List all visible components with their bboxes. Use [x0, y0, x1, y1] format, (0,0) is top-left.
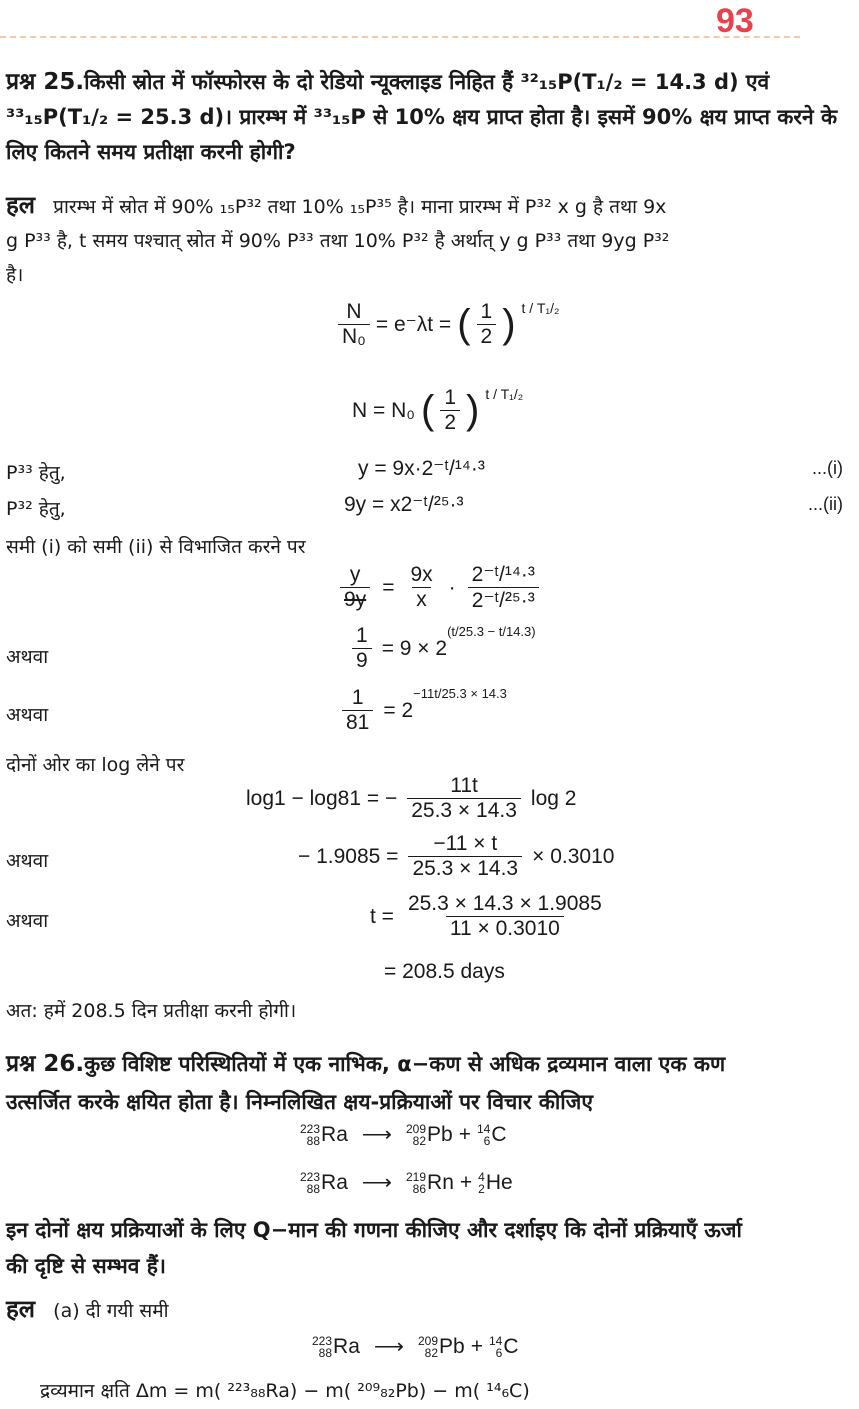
page-number: 93	[716, 2, 754, 40]
eq-g-lhs: t =	[370, 904, 394, 928]
conclusion: अत: हमें 208.5 दिन प्रतीक्षा करनी होगी।	[6, 1000, 297, 1022]
eq-h: = 208.5 days	[384, 960, 505, 983]
q25-line3: लिए कितने समय प्रतीक्षा करनी होगी?	[6, 140, 296, 164]
r1b-pb-z: 82	[424, 1345, 439, 1360]
r1b-plus: +	[470, 1334, 483, 1358]
p33-label: P³³ हेतु,	[6, 462, 66, 484]
eq-b-half	[440, 386, 460, 435]
log-text: दोनों ओर का log लेने पर	[6, 754, 185, 776]
eq-c-num: 1	[356, 624, 368, 647]
sol26-intro-line	[6, 1294, 169, 1326]
eq-div-y: y	[349, 563, 361, 586]
r1-pb-sym: Pb	[427, 1122, 453, 1146]
eq-f-num: −11 × t	[433, 832, 498, 855]
r1-ra-a: 223	[300, 1121, 321, 1136]
r1-pb	[406, 1123, 453, 1147]
q26-text1: कुछ विशिष्ट परिस्थितियों में एक नाभिक, α−कण से अधिक द्रव्यमान वाला एक कण	[84, 1052, 726, 1076]
divide-text: समी (i) को समी (ii) से विभाजित करने पर	[6, 536, 306, 558]
eq-i: y = 9x·2⁻ᵗ/¹⁴·³	[358, 457, 485, 480]
sol25-line2: g P³³ है, t समय पश्चात् स्रोत में 90% P³³ तथा 10% P³² है अर्थात् y g P³³ तथा 9yg P³²	[6, 230, 670, 252]
r1b-pb-sym: Pb	[439, 1334, 465, 1358]
reaction-1-repeat	[312, 1334, 519, 1359]
eq-f	[298, 832, 614, 881]
sol25-text1: प्रारम्भ में स्रोत में 90% ₁₅P³² तथा 10% ₁₅P³⁵ है। माना प्रारम्भ में P³² x g है तथा 9x	[53, 196, 667, 218]
r2-he-a: 4	[478, 1169, 485, 1184]
eq-g-den: 11 × 0.3010	[446, 916, 564, 941]
eq-b-lhs: N = N₀	[352, 398, 415, 422]
r2-he-sym: He	[485, 1170, 513, 1194]
eq-d-den: 81	[342, 710, 373, 735]
eq-div-top: 2⁻ᵗ/¹⁴·³	[471, 563, 535, 586]
eq-e-tail: log 2	[530, 786, 577, 810]
eq-a-half	[477, 300, 497, 349]
eq-f-den: 25.3 × 14.3	[408, 856, 522, 881]
r1b-c-z: 6	[495, 1345, 503, 1360]
eq-d	[342, 686, 507, 735]
r2-rn-z: 86	[412, 1181, 427, 1196]
eq-d-num: 1	[351, 686, 364, 709]
eq-div-eq: =	[382, 575, 395, 599]
r2-rn-a: 219	[406, 1169, 427, 1184]
eq-c-den: 9	[352, 648, 372, 673]
q26-label: प्रश्न 26.	[6, 1051, 85, 1077]
r2-rn	[406, 1171, 454, 1195]
sol26-intro: (a) दी गयी समी	[53, 1300, 169, 1322]
eq-a-exp: t / T₁/₂	[521, 300, 560, 316]
r1b-c-a: 14	[488, 1333, 503, 1348]
r1-ra-sym: Ra	[321, 1122, 348, 1146]
eq-g-frac	[404, 892, 606, 941]
r2-he-z: 2	[478, 1181, 485, 1196]
r1-pb-z: 82	[412, 1133, 427, 1148]
eq-decay-ratio	[338, 300, 370, 349]
eq-div-9x: 9x	[410, 563, 433, 586]
r1-c	[477, 1123, 507, 1147]
eq-div-right	[468, 562, 539, 613]
eq-a-mid: = e⁻λt =	[375, 313, 452, 336]
p32-label: P³² हेतु,	[6, 498, 66, 520]
eq-e-frac	[407, 774, 521, 823]
r1b-arrow: ⟶	[373, 1335, 404, 1358]
r1-c-z: 6	[483, 1133, 491, 1148]
eq-g-num: 25.3 × 14.3 × 1.9085	[407, 892, 602, 915]
q25-line2: ³³₁₅P(T₁/₂ = 25.3 d)। प्रारम्भ में ³³₁₅P से 10% क्षय प्राप्त होता है। इसमें 90% क्षय प्राप्त करने के	[6, 105, 838, 129]
eq-ii-tag: ...(ii)	[808, 494, 843, 514]
eq-d-exp: −11t/25.3 × 14.3	[413, 686, 507, 701]
eq-b-half-num: 1	[444, 386, 456, 409]
eq-f-tail: × 0.3010	[532, 844, 615, 868]
r1-c-a: 14	[476, 1121, 491, 1136]
eq-a-den: N₀	[338, 324, 370, 349]
eq-b-exp: t / T₁/₂	[485, 386, 524, 402]
r1b-pb-a: 209	[418, 1333, 439, 1348]
eq-a-half-den: 2	[477, 324, 497, 349]
eq-decay-n: N = N₀ ( $\frac{1}{2}$ ) $^{t / T_1/_2}$	[352, 386, 524, 434]
r1-c-sym: C	[491, 1122, 507, 1146]
sol25-line1	[6, 190, 666, 222]
q26-line2: उत्सर्जित करके क्षयित होता है। निम्नलिखित क्षय-प्रक्रियाओं पर विचार कीजिए	[6, 1090, 593, 1114]
eq-a-half-num: 1	[480, 300, 493, 323]
eq-e	[246, 774, 576, 823]
eq-division: $\frac{y}{9y}$ = $\frac{9x}{x}$ · $\frac{\text{2⁻ᵗ/¹⁴·³}}{\text{2⁻ᵗ/²⁵·³}}$	[340, 562, 539, 613]
header-divider	[0, 36, 800, 38]
r1-pb-a: 209	[406, 1121, 427, 1136]
r1b-ra-a: 223	[312, 1333, 333, 1348]
r1b-c	[489, 1335, 519, 1359]
r2-he	[478, 1171, 513, 1195]
eq-div-x: x	[412, 587, 431, 612]
athva-2: अथवा	[6, 704, 49, 726]
q26-line4: की दृष्टि से सम्भव हैं।	[6, 1254, 166, 1278]
sol25-line3: है।	[6, 264, 24, 286]
q26-line1	[6, 1048, 725, 1080]
r2-plus: +	[459, 1170, 473, 1194]
r1b-c-sym: C	[503, 1334, 519, 1358]
r1b-ra-z: 88	[318, 1345, 333, 1360]
eq-d-rhs: = 2	[383, 698, 414, 722]
eq-div-bot: 2⁻ᵗ/²⁵·³	[468, 587, 539, 613]
r1b-ra	[312, 1335, 360, 1359]
eq-div-9y: 9y	[340, 587, 370, 612]
eq-c-rhs: = 9 × 2	[381, 636, 448, 660]
eq-i-tag: ...(i)	[812, 458, 843, 478]
sol25-hal: हल	[6, 191, 36, 219]
r1b-ra-sym: Ra	[333, 1334, 360, 1358]
r2-arrow: ⟶	[361, 1171, 392, 1194]
athva-4: अथवा	[6, 910, 49, 932]
eq-d-frac	[342, 686, 373, 735]
eq-e-num: 11t	[450, 774, 478, 797]
r1-ra	[300, 1123, 348, 1147]
reaction-2	[300, 1170, 513, 1195]
r2-rn-sym: Rn	[427, 1170, 454, 1194]
eq-c-exp: (t/25.3 − t/14.3)	[447, 624, 536, 639]
eq-f-frac	[408, 832, 522, 881]
r2-ra	[300, 1171, 348, 1195]
q25-label: प्रश्न 25.	[6, 69, 85, 95]
r1-arrow: ⟶	[361, 1123, 392, 1146]
eq-g	[370, 892, 606, 941]
r2-ra-z: 88	[306, 1181, 321, 1196]
eq-decay-law: $\frac{N}{\text{N₀}}$ = e⁻λt = ( $\frac{1}{2}$ ) $^{t / T_1/_2}$	[338, 300, 559, 349]
athva-1: अथवा	[6, 646, 49, 668]
q26-line3: इन दोनों क्षय प्रक्रियाओं के लिए Q−मान की गणना कीजिए और दर्शाइए कि दोनों प्रक्रियाएँ ऊर्जा	[6, 1218, 742, 1242]
r2-ra-sym: Ra	[321, 1170, 348, 1194]
q25-text1: किसी स्रोत में फॉस्फोरस के दो रेडियो न्यूक्लाइड निहित हैं ³²₁₅P(T₁/₂ = 14.3 d) एवं	[84, 70, 770, 94]
eq-c-frac	[352, 624, 372, 673]
reaction-1	[300, 1122, 507, 1147]
eq-a-num: N	[346, 300, 362, 323]
eq-e-den: 25.3 × 14.3	[407, 798, 521, 823]
eq-div-left	[340, 563, 370, 612]
r2-ra-a: 223	[300, 1169, 321, 1184]
r1-ra-z: 88	[306, 1133, 321, 1148]
sol26-hal: हल	[6, 1295, 36, 1323]
r1b-pb	[418, 1335, 465, 1359]
eq-ii: 9y = x2⁻ᵗ/²⁵·³	[344, 493, 464, 516]
eq-b-half-den: 2	[440, 410, 460, 435]
eq-e-lhs: log1 − log81 = −	[246, 786, 398, 810]
r1-plus: +	[458, 1122, 471, 1146]
eq-f-lhs: − 1.9085 =	[298, 844, 399, 868]
athva-3: अथवा	[6, 850, 49, 872]
eq-c	[352, 624, 536, 673]
mass-defect: द्रव्यमान क्षति Δm = m( ²²³₈₈Ra) − m( ²⁰⁹₈₂Pb) − m( ¹⁴₆C)	[40, 1380, 530, 1402]
q25-line1	[6, 66, 769, 98]
eq-div-mid	[406, 563, 436, 612]
